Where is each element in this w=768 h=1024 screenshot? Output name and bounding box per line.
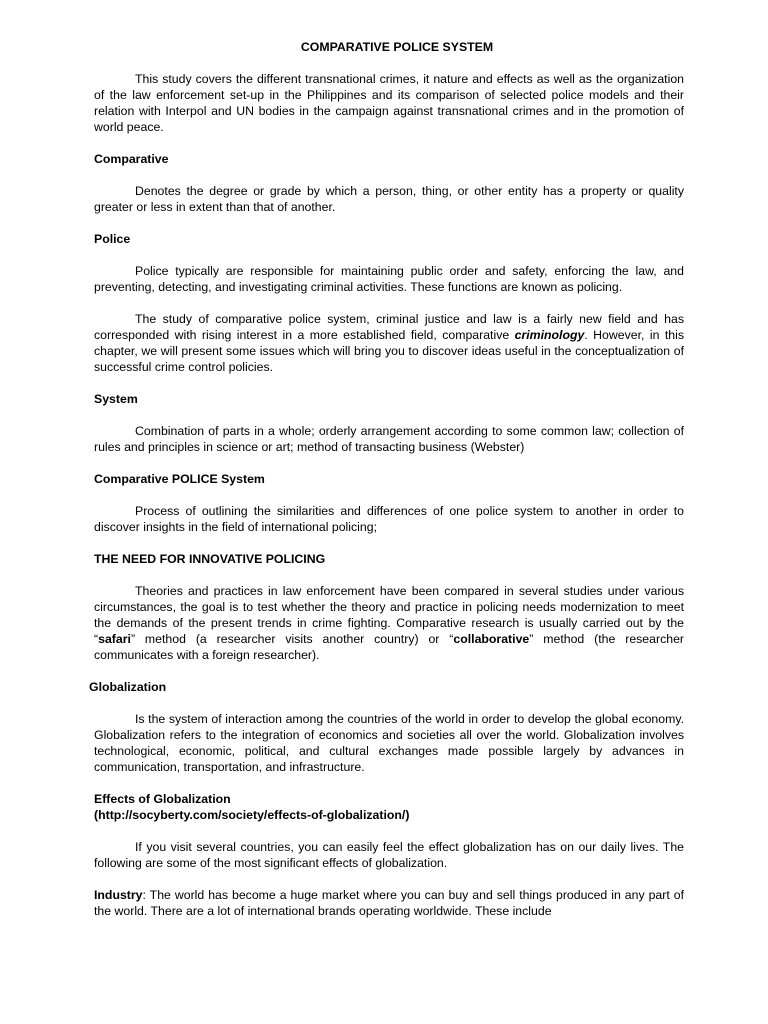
comparative-police-system-heading: Comparative POLICE System <box>94 472 265 486</box>
police-heading: Police <box>94 232 131 246</box>
system-heading: System <box>94 392 138 406</box>
intro-paragraph: This study covers the different transnational crimes, it nature and effects as well as the organization of the law enforcement set-up in the Philippines and its comparison of selected police models and their relation with Interpol and UN bodies in the campaign against transnational crimes and in the promotion of world peace. <box>94 72 684 134</box>
system-paragraph: Combination of parts in a whole; orderly arrangement according to some common law; collection of rules and principles in science or art; method of transacting business (Webster) <box>94 424 684 454</box>
effects-paragraph: If you visit several countries, you can easily feel the effect globalization has on our daily lives. The following are some of the most significant effects of globalization. <box>94 840 684 870</box>
document-title: COMPARATIVE POLICE SYSTEM <box>300 40 494 54</box>
industry-label: Industry <box>94 888 143 902</box>
need-text-end: ” method (the researcher communicates with a foreign researcher). <box>94 632 685 662</box>
industry-text: : The world has become a huge market where you can buy and sell things produced in any part of the world. There are a lot of international brands operating worldwide. These include <box>94 888 684 918</box>
effects-heading: Effects of Globalization <box>94 792 231 806</box>
comparative-police-system-paragraph: Process of outlining the similarities and differences of one police system to another in order to discover insights in the field of international policing; <box>94 504 684 534</box>
effects-source: (http://socyberty.com/society/effects-of-globalization/) <box>94 808 410 822</box>
comparative-paragraph: Denotes the degree or grade by which a person, thing, or other entity has a property or quality greater or less in extent than that of another. <box>94 184 684 214</box>
globalization-heading: Globalization <box>89 680 167 694</box>
criminology-emphasis: criminology <box>514 328 585 342</box>
collaborative-emphasis: collaborative <box>453 632 530 646</box>
industry-paragraph <box>94 887 684 919</box>
need-text-middle: ” method (a researcher visits another country) or “ <box>130 632 454 646</box>
police-paragraph: Police typically are responsible for maintaining public order and safety, enforcing the law, and preventing, detecting, and investigating criminal activities. These functions are known as policing. <box>94 264 684 294</box>
study-text-end: . However, in this chapter, we will present some issues which will bring you to discover ideas useful in the conceptualization of successful crime control policies. <box>94 328 684 374</box>
safari-emphasis: safari <box>98 632 131 646</box>
study-text-start: The study of comparative police system, criminal justice and law is a fairly new field and has corresponded with rising interest in a more established field, comparative <box>94 312 684 342</box>
comparative-heading: Comparative <box>94 152 169 166</box>
need-text-start: Theories and practices in law enforcement have been compared in several studies under various circumstances, the goal is to test whether the theory and practice in policing needs modernization to meet the demands of the present trends in crime fighting. Comparative research is usually carried out by the “ <box>94 584 684 646</box>
globalization-paragraph: Is the system of interaction among the countries of the world in order to develop the global economy. Globalization refers to the integration of economics and societies all over the world. Globalization involves technological, economic, political, and cultural exchanges made possible largely by advances in communication, transportation, and infrastructure. <box>94 712 684 774</box>
innovative-policing-paragraph <box>94 583 684 663</box>
study-paragraph <box>94 311 684 375</box>
innovative-policing-heading: THE NEED FOR INNOVATIVE POLICING <box>94 552 326 566</box>
